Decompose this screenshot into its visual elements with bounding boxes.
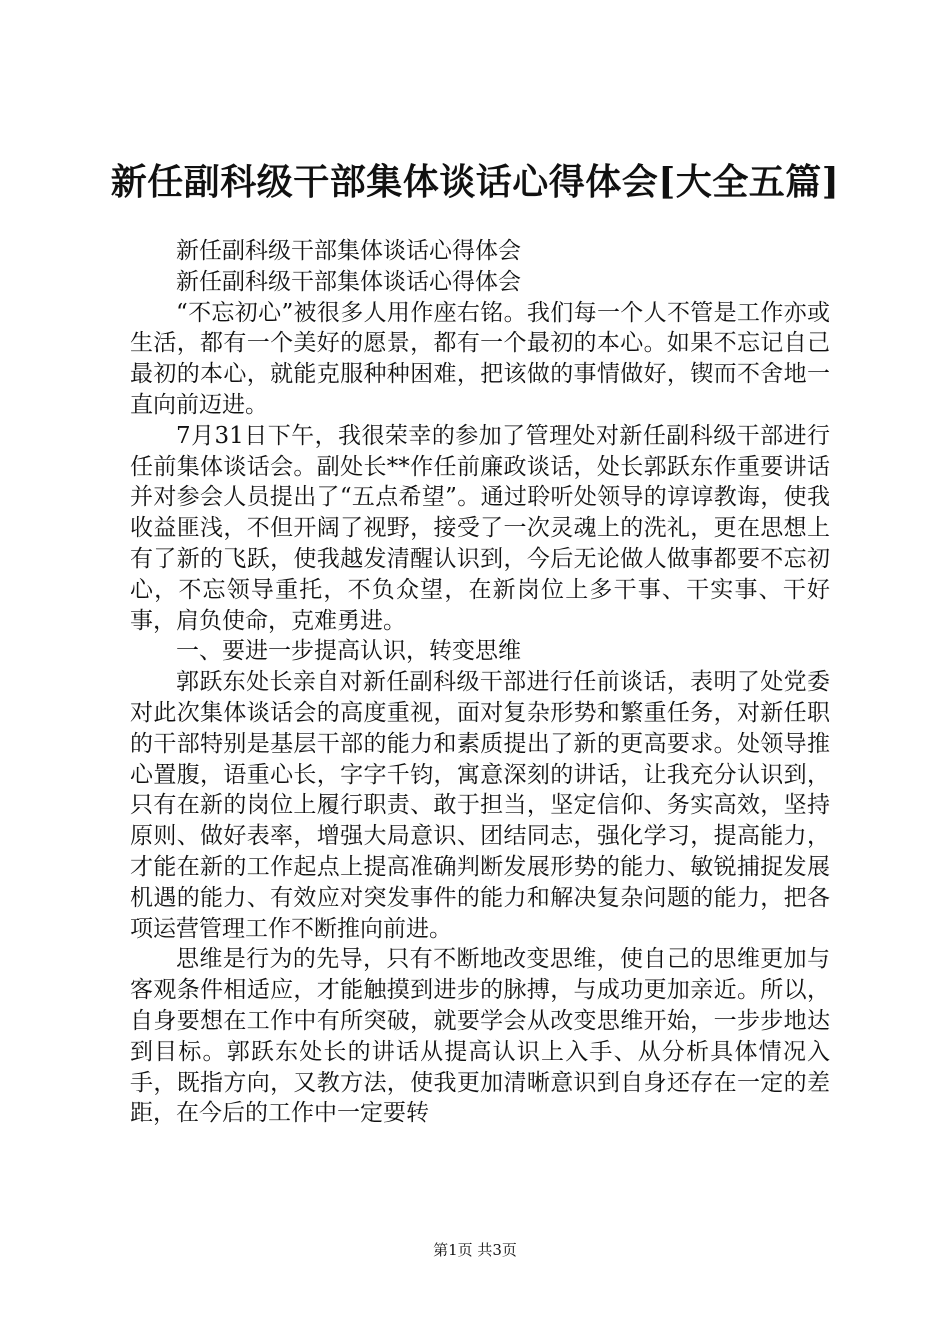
section-heading: 一、要进一步提高认识，转变思维 [176, 638, 521, 665]
subtitle-line: 新任副科级干部集体谈话心得体会 [176, 238, 521, 264]
body-paragraph: 郭跃东处长亲自对新任副科级干部进行任前谈话，表明了处党委对此次集体谈话会的高度重视，面对复杂形势和繁重任务，对新任职的干部特别是基层干部的能力和素质提出了新的更高要求。处领导推心置腹，语重心长，字字千钧，寓意深刻的讲话，让我充分认识到，只有在新的岗位上履行职责、敢于担当，坚定信仰、务实高效，坚持原则、做好表率，增强大局意识、团结同志，强化学习，提高能力，才能在新的工作起点上提高准确判断发展形势的能力、敏锐捕捉发展机遇的能力、有效应对突发事件的能力和解决复杂问题的能力，把各项运营管理工作不断推向前进。 [130, 669, 830, 942]
subtitle-line: 新任副科级干部集体谈话心得体会 [176, 268, 521, 295]
body-paragraph: “不忘初心”被很多人用作座右铭。我们每一个人不管是工作亦或生活，都有一个美好的愿景，都有一个最初的本心。如果不忘记自己最初的本心，就能克服种种困难，把该做的事情做好，锲而不舍地一直向前迈进。 [130, 299, 830, 418]
body-paragraph: 思维是行为的先导，只有不断地改变思维，使自己的思维更加与客观条件相适应，才能触摸到进步的脉搏，与成功更加亲近。所以，自身要想在工作中有所突破，就要学会从改变思维开始，一步步地达到目标。郭跃东处长的讲话从提高认识上入手、从分析具体情况入手，既指方向，又教方法，使我更加清晰意识到自身还存在一定的差距，在今后的工作中一定要转 [130, 946, 830, 1127]
body-paragraph: 7月31日下午，我很荣幸的参加了管理处对新任副科级干部进行任前集体谈话会。副处长**作任前廉政谈话，处长郭跃东作重要讲话并对参会人员提出了“五点希望”。通过聆听处领导的谆谆教诲，使我收益匪浅，不但开阔了视野，接受了一次灵魂上的洗礼，更在思想上有了新的飞跃，使我越发清醒认识到，今后无论做人做事都要不忘初心，不忘领导重托，不负众望，在新岗位上多干事、干实事、干好事，肩负使命，克难勇进。 [130, 422, 830, 634]
page-footer: 第1页 共3页 [433, 1241, 517, 1259]
document-body [130, 236, 830, 1129]
document-title: 新任副科级干部集体谈话心得体会[大全五篇] [110, 161, 840, 203]
